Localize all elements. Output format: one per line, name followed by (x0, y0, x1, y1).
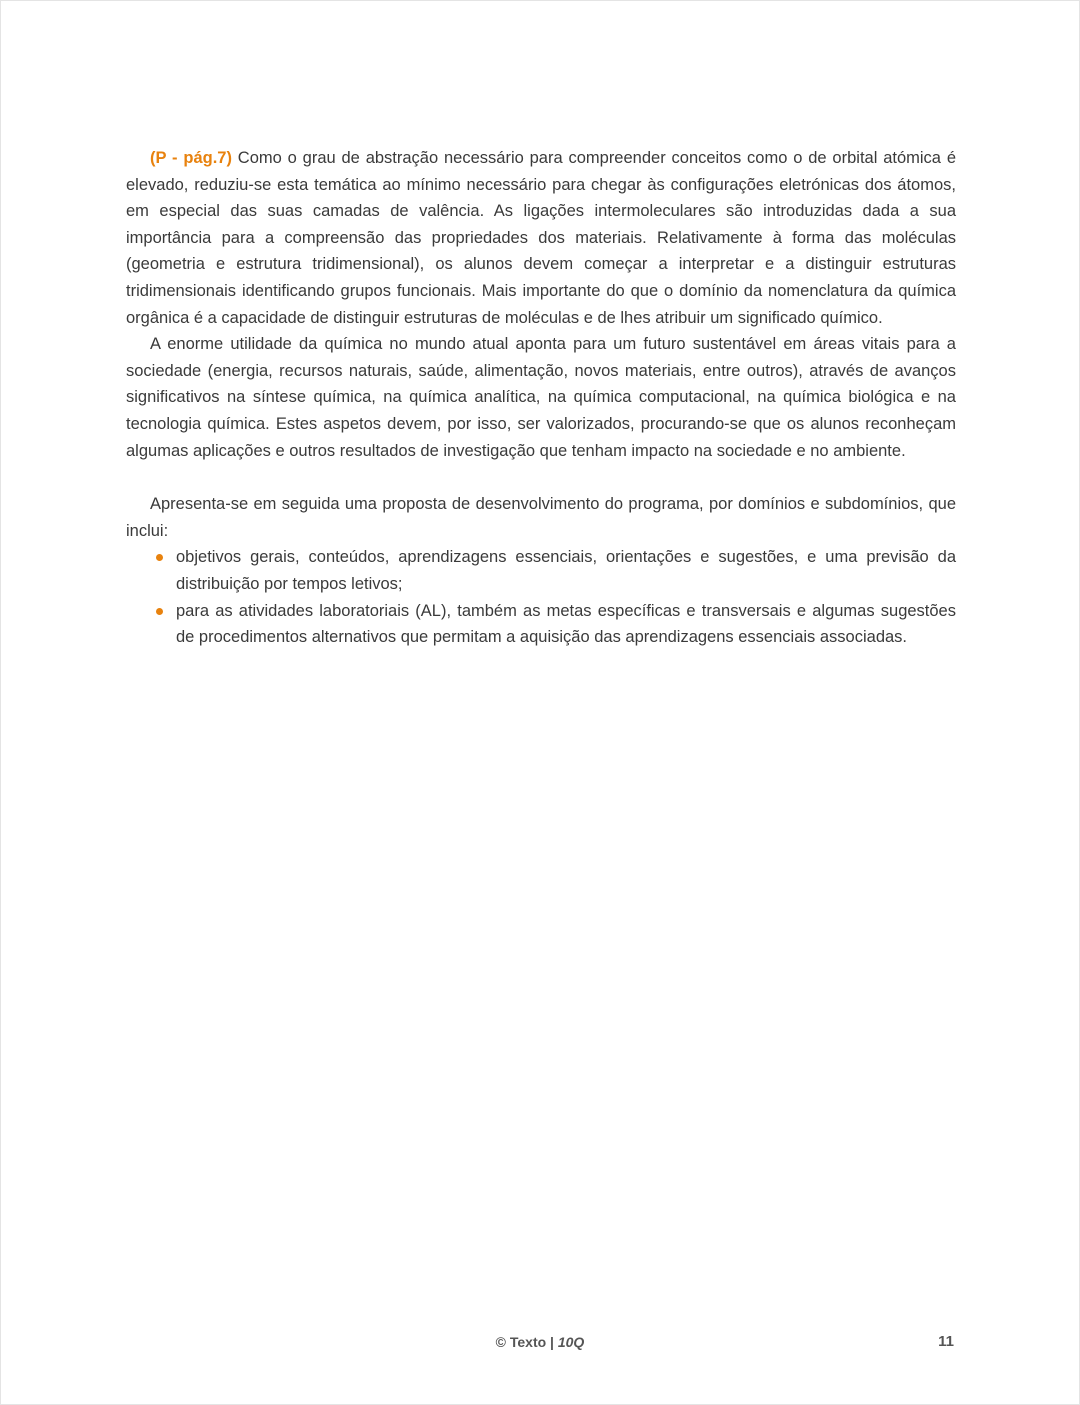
bullet-list (126, 544, 956, 650)
footer-imprint (126, 1334, 954, 1350)
paragraph-proposal: Apresenta-se em seguida uma proposta de desenvolvimento do programa, por domínios e subdomínios, que inclui: (126, 495, 956, 540)
footer-edition-code: 10Q (557, 1334, 585, 1350)
bullet-icon (156, 608, 163, 615)
bullet-icon (156, 554, 163, 561)
footer-imprint-text: © Texto | (495, 1334, 554, 1350)
paragraph-intro (126, 145, 956, 331)
list-item (126, 598, 956, 651)
page-number: 11 (938, 1333, 954, 1350)
paragraph-intro-text: Como o grau de abstração necessário para compreender conceitos como o de orbital atómica é elevado, reduziu-se esta temática ao mínimo necessário para chegar às configurações eletrónicas dos átomos, em especial das suas camadas de valência. As ligações intermoleculares são introduzidas dada a sua importância para a compreensão das propriedades dos materiais. Relativamente à forma das moléculas (geometria e estrutura tridimensional), os alunos devem começar a interpretar e a distinguir estruturas tridimensionais identificando grupos funcionais. Mais importante do que o domínio da nomenclatura da química orgânica é a capacidade de distinguir estruturas de moléculas e de lhes atribuir um significado químico. (126, 149, 956, 327)
list-item-text: para as atividades laboratoriais (AL), também as metas específicas e transversais e algumas sugestões de procedimentos alternativos que permitam a aquisição das aprendizagens essenciais associadas. (176, 601, 956, 647)
page-footer (126, 1334, 954, 1354)
list-item-text: objetivos gerais, conteúdos, aprendizagens essenciais, orientações e sugestões, e uma previsão da distribuição por tempos letivos; (176, 548, 956, 593)
list-item (126, 544, 956, 597)
page-ref-label: (P - pág.7) (150, 149, 232, 167)
paragraph-utility: A enorme utilidade da química no mundo atual aponta para um futuro sustentável em áreas vitais para a sociedade (energia, recursos naturais, saúde, alimentação, novos materiais, entre outros), através de avanços significativos na síntese química, na química analítica, na química computacional, na química biológica e na tecnologia química. Estes aspetos devem, por isso, ser valorizados, procurando-se que os alunos reconheçam algumas aplicações e outros resultados de investigação que tenham impacto na sociedade e no ambiente. (126, 335, 956, 460)
page-content (126, 145, 956, 651)
